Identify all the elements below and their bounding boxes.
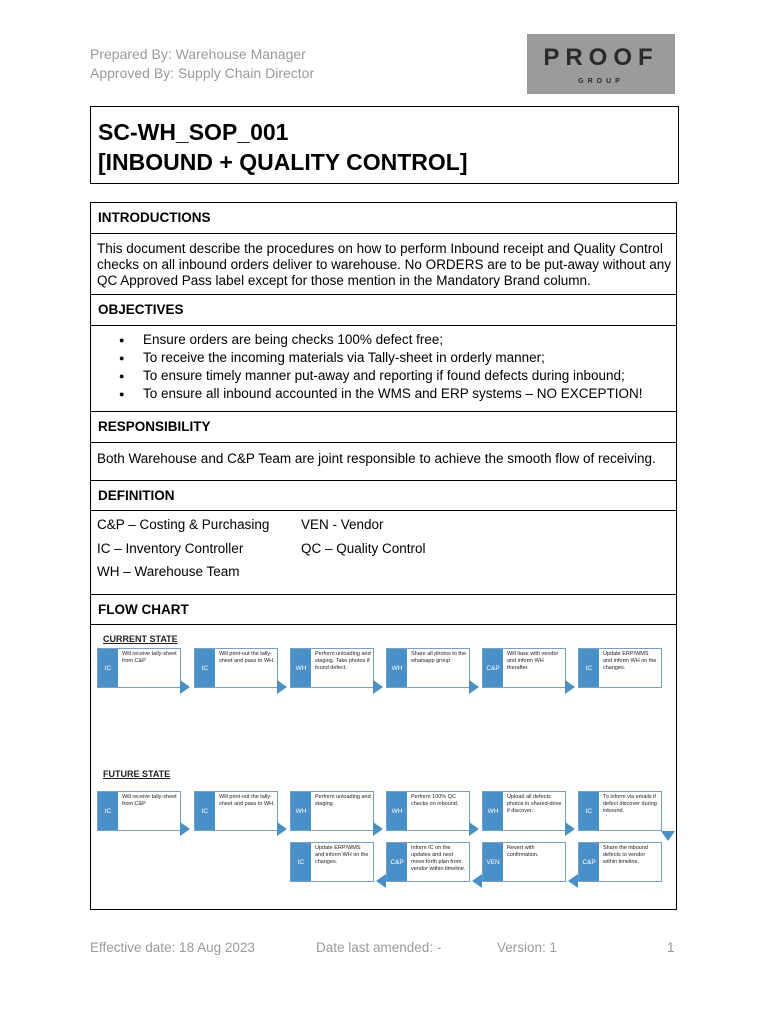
flow-step <box>97 648 181 688</box>
arrow-right-icon <box>565 822 575 836</box>
effective-date: Effective date: 18 Aug 2023 <box>90 940 255 955</box>
definition-cp: C&P – Costing & Purchasing <box>97 517 270 532</box>
arrow-right-icon <box>180 680 190 694</box>
flow-step <box>386 842 470 882</box>
arrow-left-icon <box>376 874 386 888</box>
arrow-right-icon <box>373 822 383 836</box>
step-role-tag: C&P <box>387 843 407 881</box>
company-logo <box>527 34 675 94</box>
flow-step <box>578 842 662 882</box>
arrow-right-icon <box>373 680 383 694</box>
step-role-tag: IC <box>195 649 215 687</box>
step-role-tag: WH <box>387 792 407 830</box>
step-text: Revert with confirmation. <box>507 845 539 858</box>
arrow-down-icon <box>661 831 675 841</box>
flow-step <box>290 648 374 688</box>
prepared-by: Prepared By: Warehouse Manager <box>90 46 306 62</box>
step-text: Will receive tally-sheet from C&P <box>122 651 177 664</box>
document-code: SC-WH_SOP_001 <box>98 119 289 145</box>
objective-item: ● To ensure all inbound accounted in the WMS and ERP systems – NO EXCEPTION! <box>97 385 642 403</box>
intro-line-2: checks on all inbound orders deliver to warehouse. No ORDERS are to be put-away without any <box>97 257 672 272</box>
arrow-right-icon <box>180 822 190 836</box>
step-role-tag: IC <box>98 792 118 830</box>
step-role-tag: C&P <box>483 649 503 687</box>
step-text: Share the inbound defects to vendor within timeline. <box>603 845 648 865</box>
step-text: Share all photos to the whatsapp group <box>411 651 467 664</box>
flow-step <box>386 648 470 688</box>
step-text: To inform via emails if defect discover during inbound. <box>603 794 657 814</box>
responsibility-text: Both Warehouse and C&P Team are joint responsible to achieve the smooth flow of receiving. <box>97 451 656 466</box>
approved-by: Approved By: Supply Chain Director <box>90 65 315 81</box>
step-text: Update ERP/WMS and inform WH on the changes. <box>315 845 369 865</box>
objectives-list <box>97 331 642 403</box>
flow-step <box>290 791 374 831</box>
step-role-tag: WH <box>291 649 311 687</box>
step-role-tag: VEN <box>483 843 503 881</box>
introductions-heading: INTRODUCTIONS <box>90 202 677 234</box>
step-text: Will receive tally-sheet from C&P <box>122 794 177 807</box>
definition-qc: QC – Quality Control <box>301 541 426 556</box>
arrow-right-icon <box>565 680 575 694</box>
definition-heading: DEFINITION <box>90 480 677 511</box>
step-role-tag: WH <box>387 649 407 687</box>
intro-line-3: QC Approved Pass label except for those mention in the Mandatory Brand column. <box>97 273 591 288</box>
step-role-tag: WH <box>291 792 311 830</box>
step-text: Update ERP/WMS and inform WH on the changes. <box>603 651 657 671</box>
date-last-amended: Date last amended: - <box>316 940 442 955</box>
step-role-tag: IC <box>195 792 215 830</box>
flow-step <box>194 791 278 831</box>
flow-step <box>482 648 566 688</box>
flow-step <box>578 791 662 831</box>
current-state-label: CURRENT STATE <box>103 634 178 644</box>
definition-ic: IC – Inventory Controller <box>97 541 244 556</box>
document-meta <box>90 45 314 83</box>
arrow-right-icon <box>469 822 479 836</box>
objectives-heading: OBJECTIVES <box>90 294 677 326</box>
flow-step <box>290 842 374 882</box>
arrow-left-icon <box>568 874 578 888</box>
flow-chart-heading: FLOW CHART <box>90 594 677 625</box>
arrow-right-icon <box>469 680 479 694</box>
definition-wh: WH – Warehouse Team <box>97 564 240 579</box>
document-title: [INBOUND + QUALITY CONTROL] <box>98 149 468 175</box>
step-role-tag: IC <box>98 649 118 687</box>
step-text: Will print-out the tally-sheet and pass to WH. <box>219 794 275 807</box>
objective-item: ● Ensure orders are being checks 100% defect free; <box>97 331 642 349</box>
responsibility-heading: RESPONSIBILITY <box>90 411 677 443</box>
arrow-right-icon <box>277 822 287 836</box>
logo-word: PROOF <box>543 44 659 71</box>
flow-step <box>386 791 470 831</box>
step-text: Perform 100% QC checks on inbound. <box>411 794 459 807</box>
logo-sub: GROUP <box>578 78 624 85</box>
step-text: Will print-out the tally-sheet and pass to WH. <box>219 651 275 664</box>
flow-step <box>578 648 662 688</box>
definition-ven: VEN - Vendor <box>301 517 384 532</box>
objective-item: ● To ensure timely manner put-away and reporting if found defects during inbound; <box>97 367 642 385</box>
step-role-tag: IC <box>579 792 599 830</box>
step-text: Perform unloading and staging. <box>315 794 371 807</box>
step-role-tag: C&P <box>579 843 599 881</box>
arrow-right-icon <box>277 680 287 694</box>
page-number: 1 <box>667 940 675 955</box>
flow-step <box>97 791 181 831</box>
step-text: Inform IC on the updates and next move forth plan from vendor within timeline. <box>411 845 466 872</box>
flow-step <box>482 791 566 831</box>
step-role-tag: IC <box>291 843 311 881</box>
step-text: Perform unloading and staging. Take photos if found defect. <box>315 651 371 671</box>
version: Version: 1 <box>497 940 558 955</box>
step-text: Upload all defects photos in shared-drive if discover. <box>507 794 562 814</box>
arrow-left-icon <box>472 874 482 888</box>
objective-item: ● To receive the incoming materials via Tally-sheet in orderly manner; <box>97 349 642 367</box>
intro-line-1: This document describe the procedures on how to perform Inbound receipt and Quality Control <box>97 241 663 256</box>
step-role-tag: IC <box>579 649 599 687</box>
future-state-label: FUTURE STATE <box>103 769 171 779</box>
title-box <box>90 106 679 184</box>
flow-step <box>194 648 278 688</box>
step-text: Will liase with vendor and inform WH therafter. <box>507 651 559 671</box>
flow-step <box>482 842 566 882</box>
step-role-tag: WH <box>483 792 503 830</box>
